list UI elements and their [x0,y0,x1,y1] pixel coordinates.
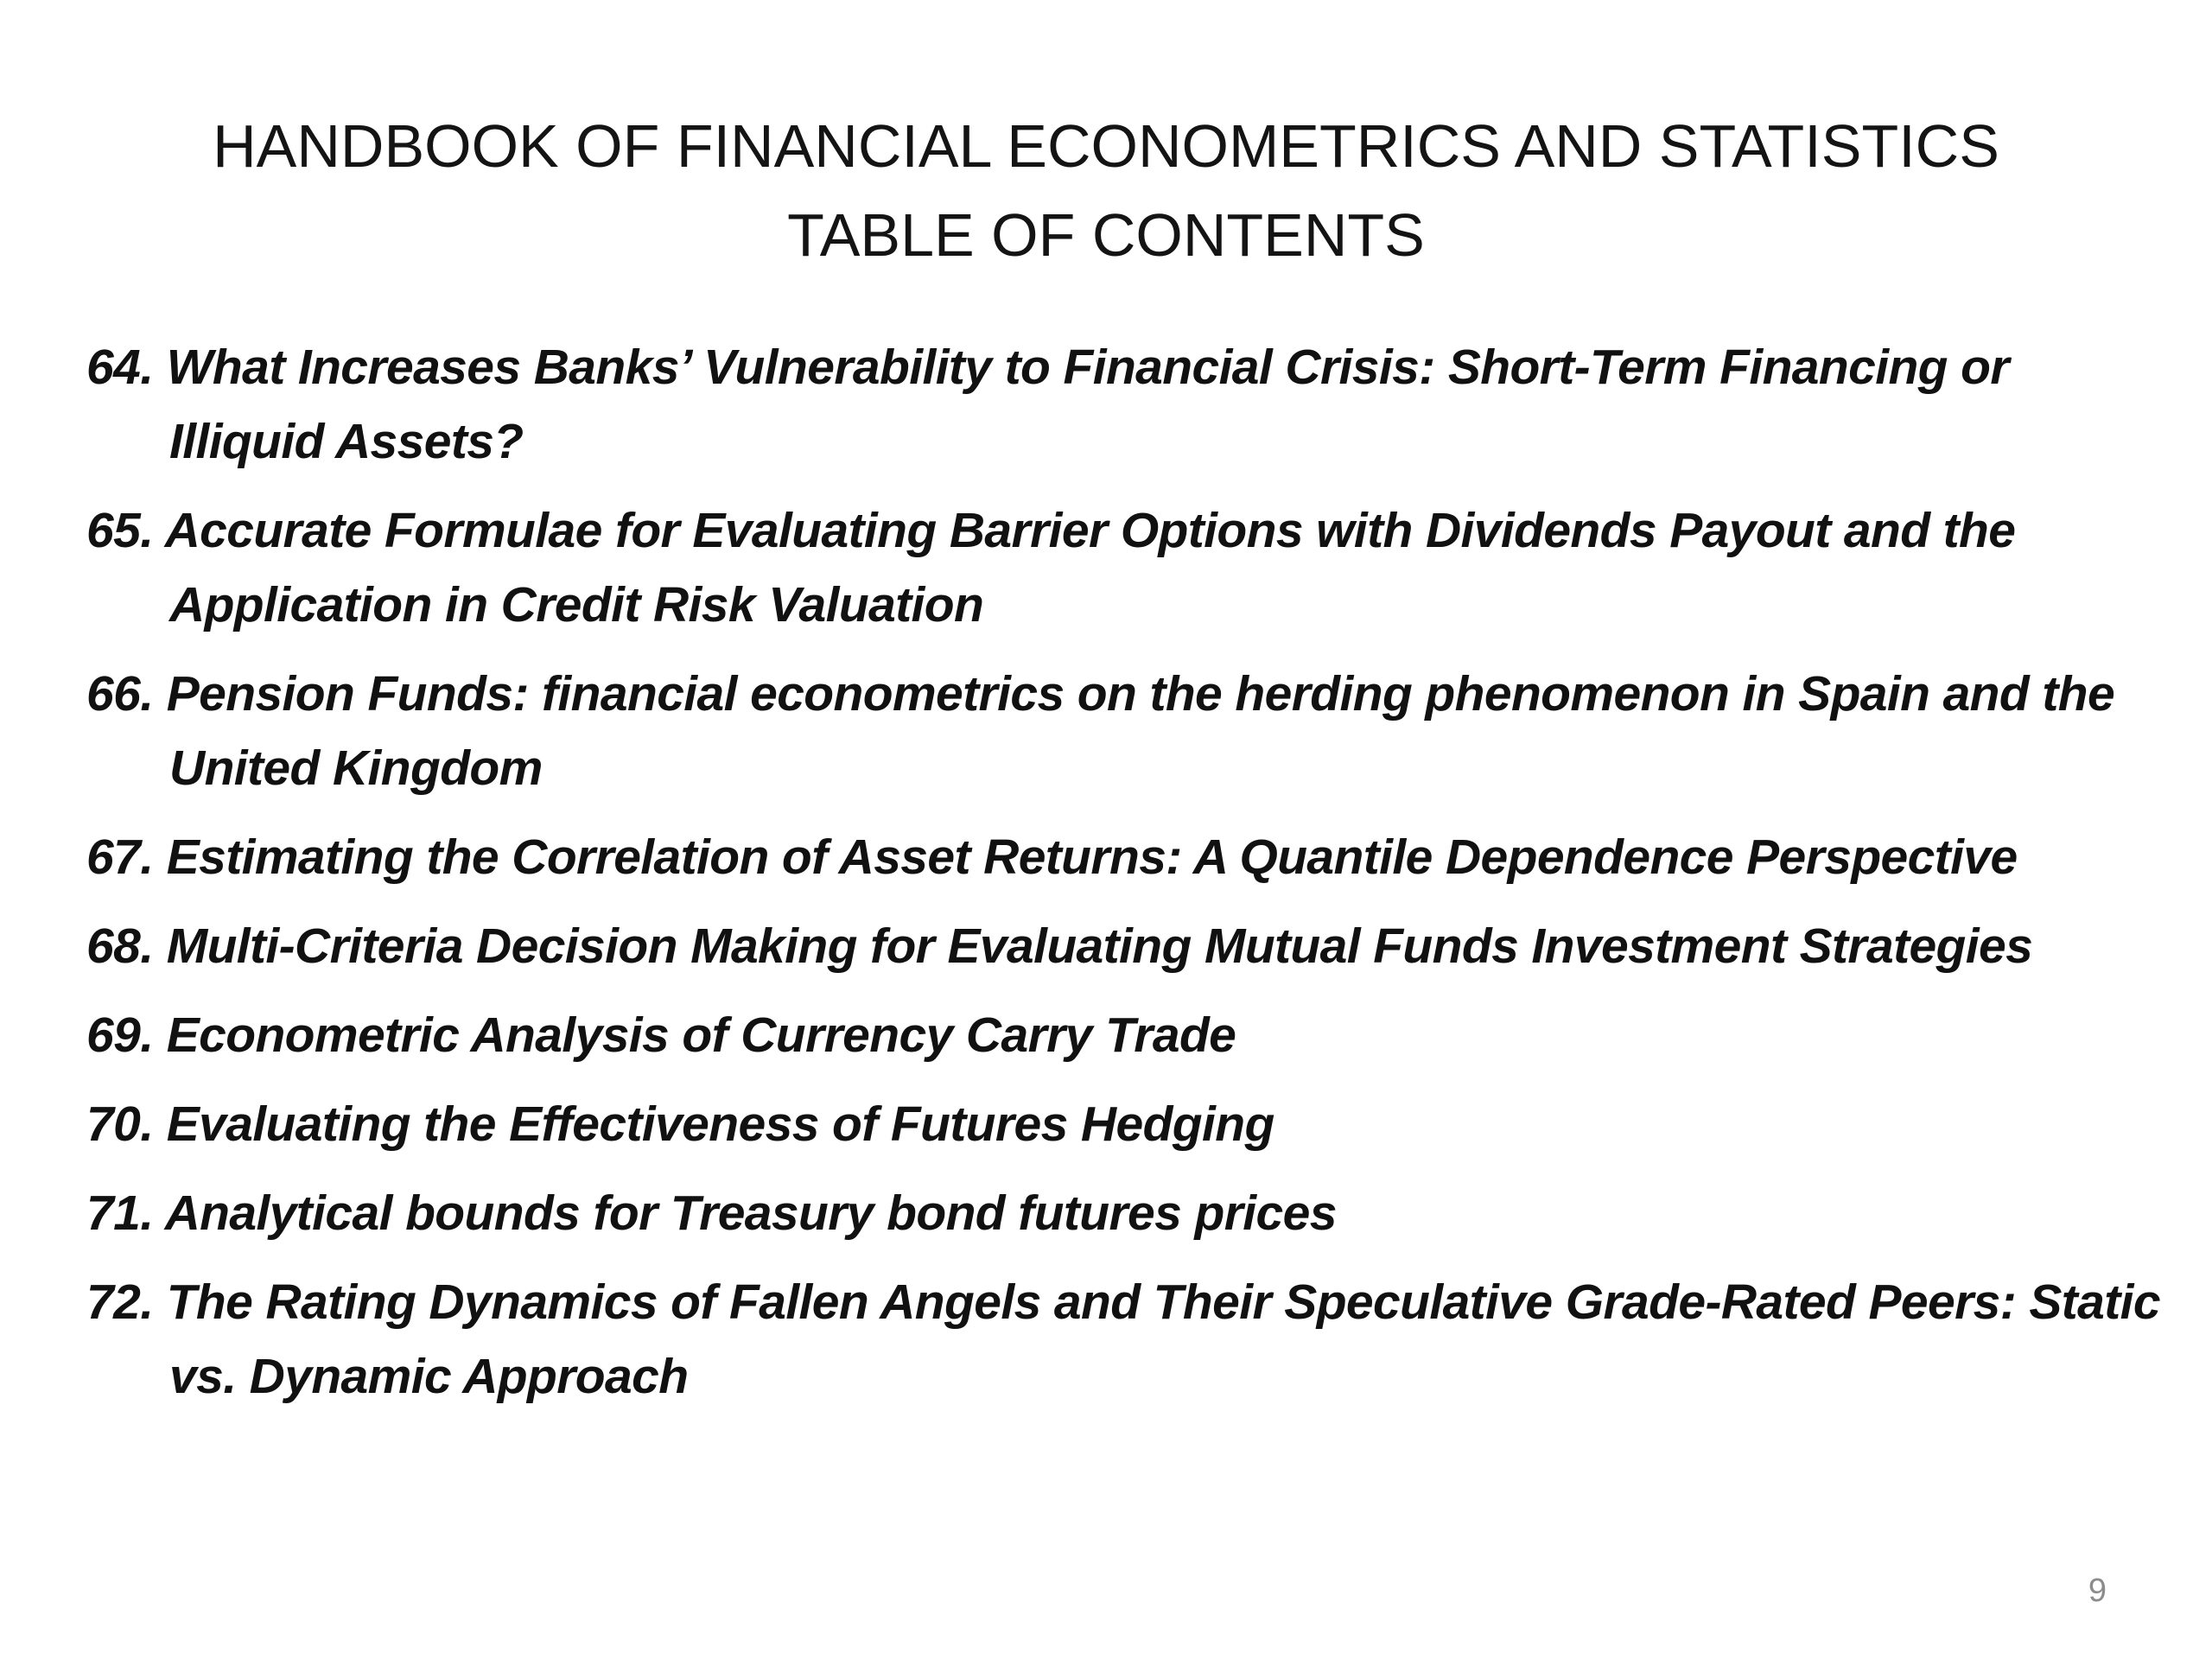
toc-item [86,1176,2160,1250]
toc-item-title: What Increases Banks’ Vulnerability to Financial Crisis: Short-Term Financing or Illiquid Assets? [166,340,2009,469]
toc-item-number: 72. [86,1274,154,1330]
toc-item [86,657,2160,805]
toc-item [86,998,2160,1072]
toc-item-title: Pension Funds: financial econometrics on the herding phenomenon in Spain and the United Kingdom [166,666,2115,796]
toc-item-title: Estimating the Correlation of Asset Returns: A Quantile Dependence Perspective [166,830,2018,885]
toc-item-number: 68. [86,918,154,974]
toc-item-number: 67. [86,830,154,885]
toc-item [86,820,2160,894]
toc-item-number: 69. [86,1007,154,1063]
toc-item-title: Evaluating the Effectiveness of Futures Hedging [166,1096,1274,1152]
toc-item-title: Multi-Criteria Decision Making for Evaluating Mutual Funds Investment Strategies [166,918,2033,974]
toc-item-title: Analytical bounds for Treasury bond futures prices [164,1185,1337,1241]
toc-item [86,493,2160,642]
toc-item-title: Econometric Analysis of Currency Carry Trade [166,1007,1236,1063]
toc-item [86,330,2160,479]
page-number: 9 [2088,1573,2107,1609]
toc-item [86,1087,2160,1161]
toc-item-number: 71. [86,1185,154,1241]
toc-item-number: 65. [86,503,154,558]
toc-item [86,909,2160,983]
toc-item-number: 66. [86,666,154,721]
toc-item-number: 64. [86,340,154,395]
toc-item-title: Accurate Formulae for Evaluating Barrier Options with Dividends Payout and the Application in Credit Risk Valuation [164,503,2016,632]
toc-item-title: The Rating Dynamics of Fallen Angels and Their Speculative Grade-Rated Peers: Static vs. Dynamic Approach [166,1274,2160,1404]
toc-item [86,1265,2160,1414]
table-of-contents [86,330,2160,1428]
toc-item-number: 70. [86,1096,154,1152]
title-line-2: TABLE OF CONTENTS [787,201,1425,269]
title-line-1: HANDBOOK OF FINANCIAL ECONOMETRICS AND STATISTICS [213,112,1999,180]
slide-title [0,102,2212,280]
